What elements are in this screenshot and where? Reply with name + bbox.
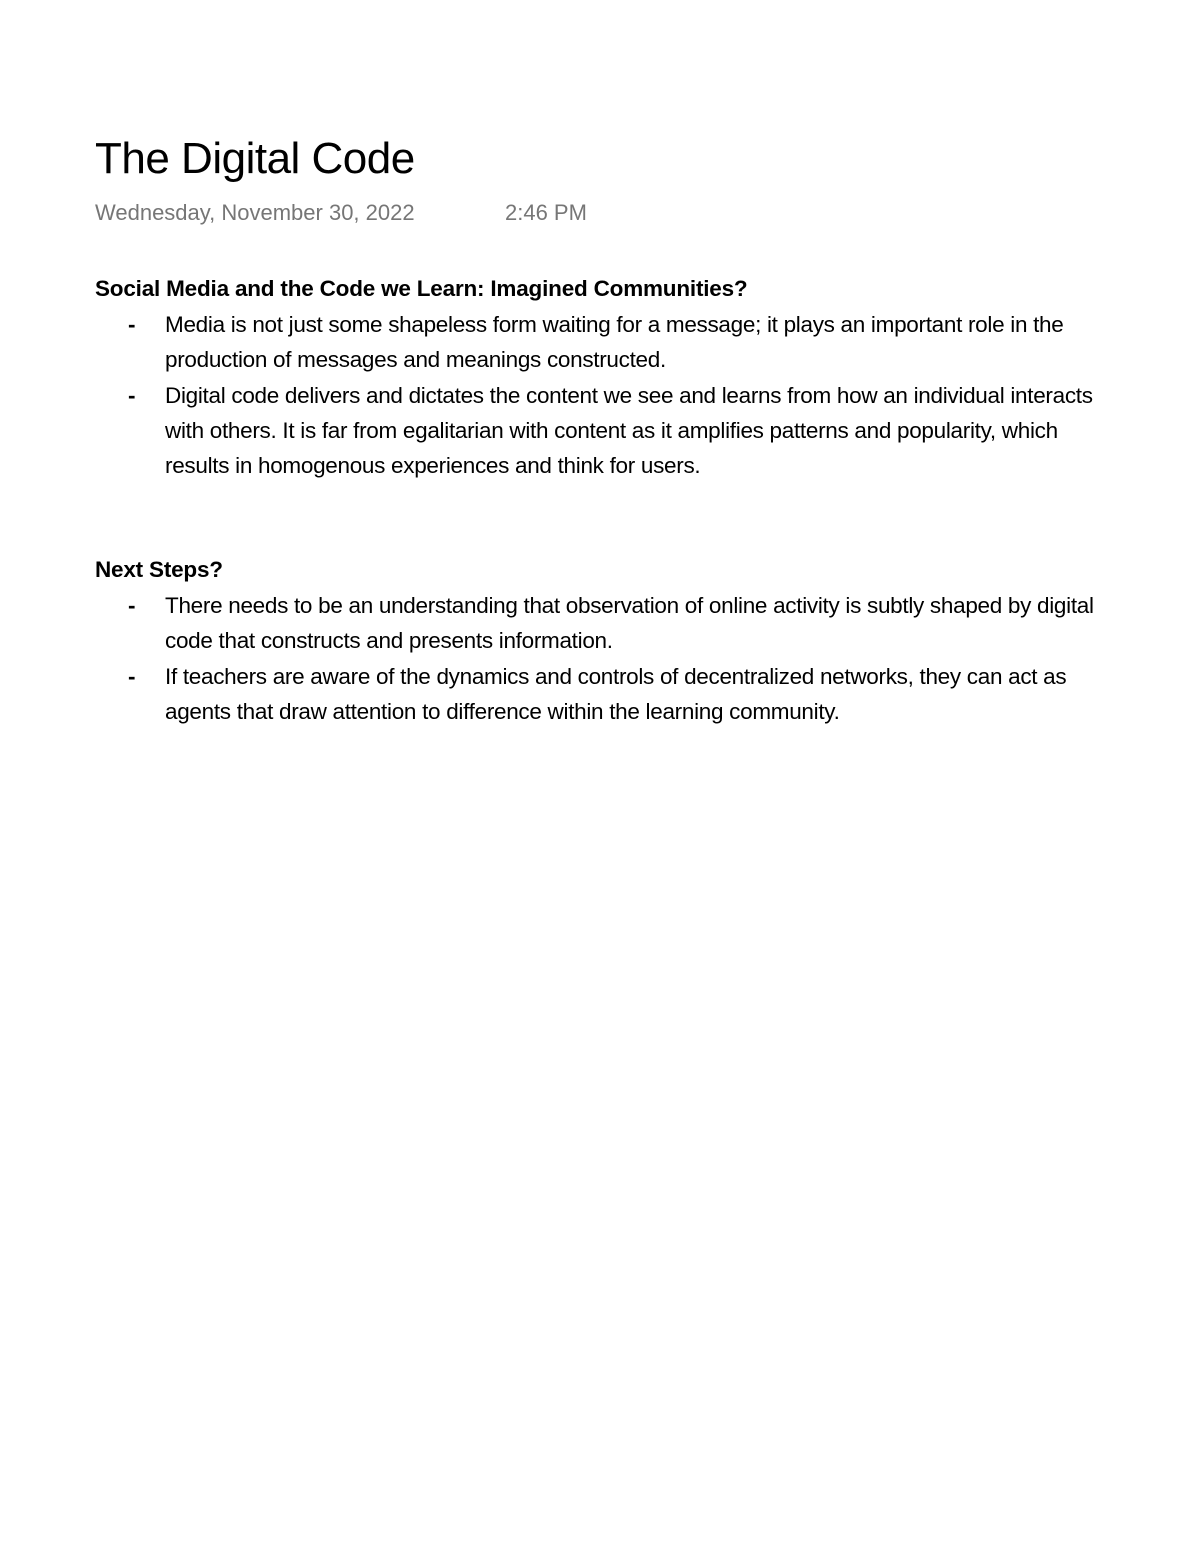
list-item [95,378,1105,484]
note-time: 2:46 PM [505,200,587,225]
section-heading: Next Steps? [95,557,223,582]
list-item [95,307,1105,378]
section-next-steps [95,554,1105,729]
section-heading: Social Media and the Code we Learn: Imagined Communities? [95,276,748,301]
note-timestamp [95,199,587,227]
list-item [95,659,1105,730]
bullet-dash: - [128,312,136,337]
list-item-text: Digital code delivers and dictates the content we see and learns from how an individual interacts with others. It is far from egalitarian with content as it amplifies patterns and popularity, which results in homogenous experiences and think for users. [165,382,1093,479]
list-item-text: There needs to be an understanding that observation of online activity is subtly shaped by digital code that constructs and presents information. [165,593,1094,654]
bullet-dash: - [128,382,136,408]
page-title: The Digital Code [95,134,415,183]
bullet-list [95,307,1105,483]
list-item-text: Media is not just some shapeless form waiting for a message; it plays an important role in the production of messages and meanings constructed. [165,312,1064,373]
note-date: Wednesday, November 30, 2022 [95,200,415,225]
bullet-list [95,588,1105,729]
section-social-media [95,273,1105,483]
list-item-text: If teachers are aware of the dynamics and controls of decentralized networks, they can act as agents that draw attention to difference within the learning community. [165,663,1067,724]
bullet-dash: - [128,593,136,618]
list-item [95,588,1105,659]
bullet-dash: - [128,663,136,689]
